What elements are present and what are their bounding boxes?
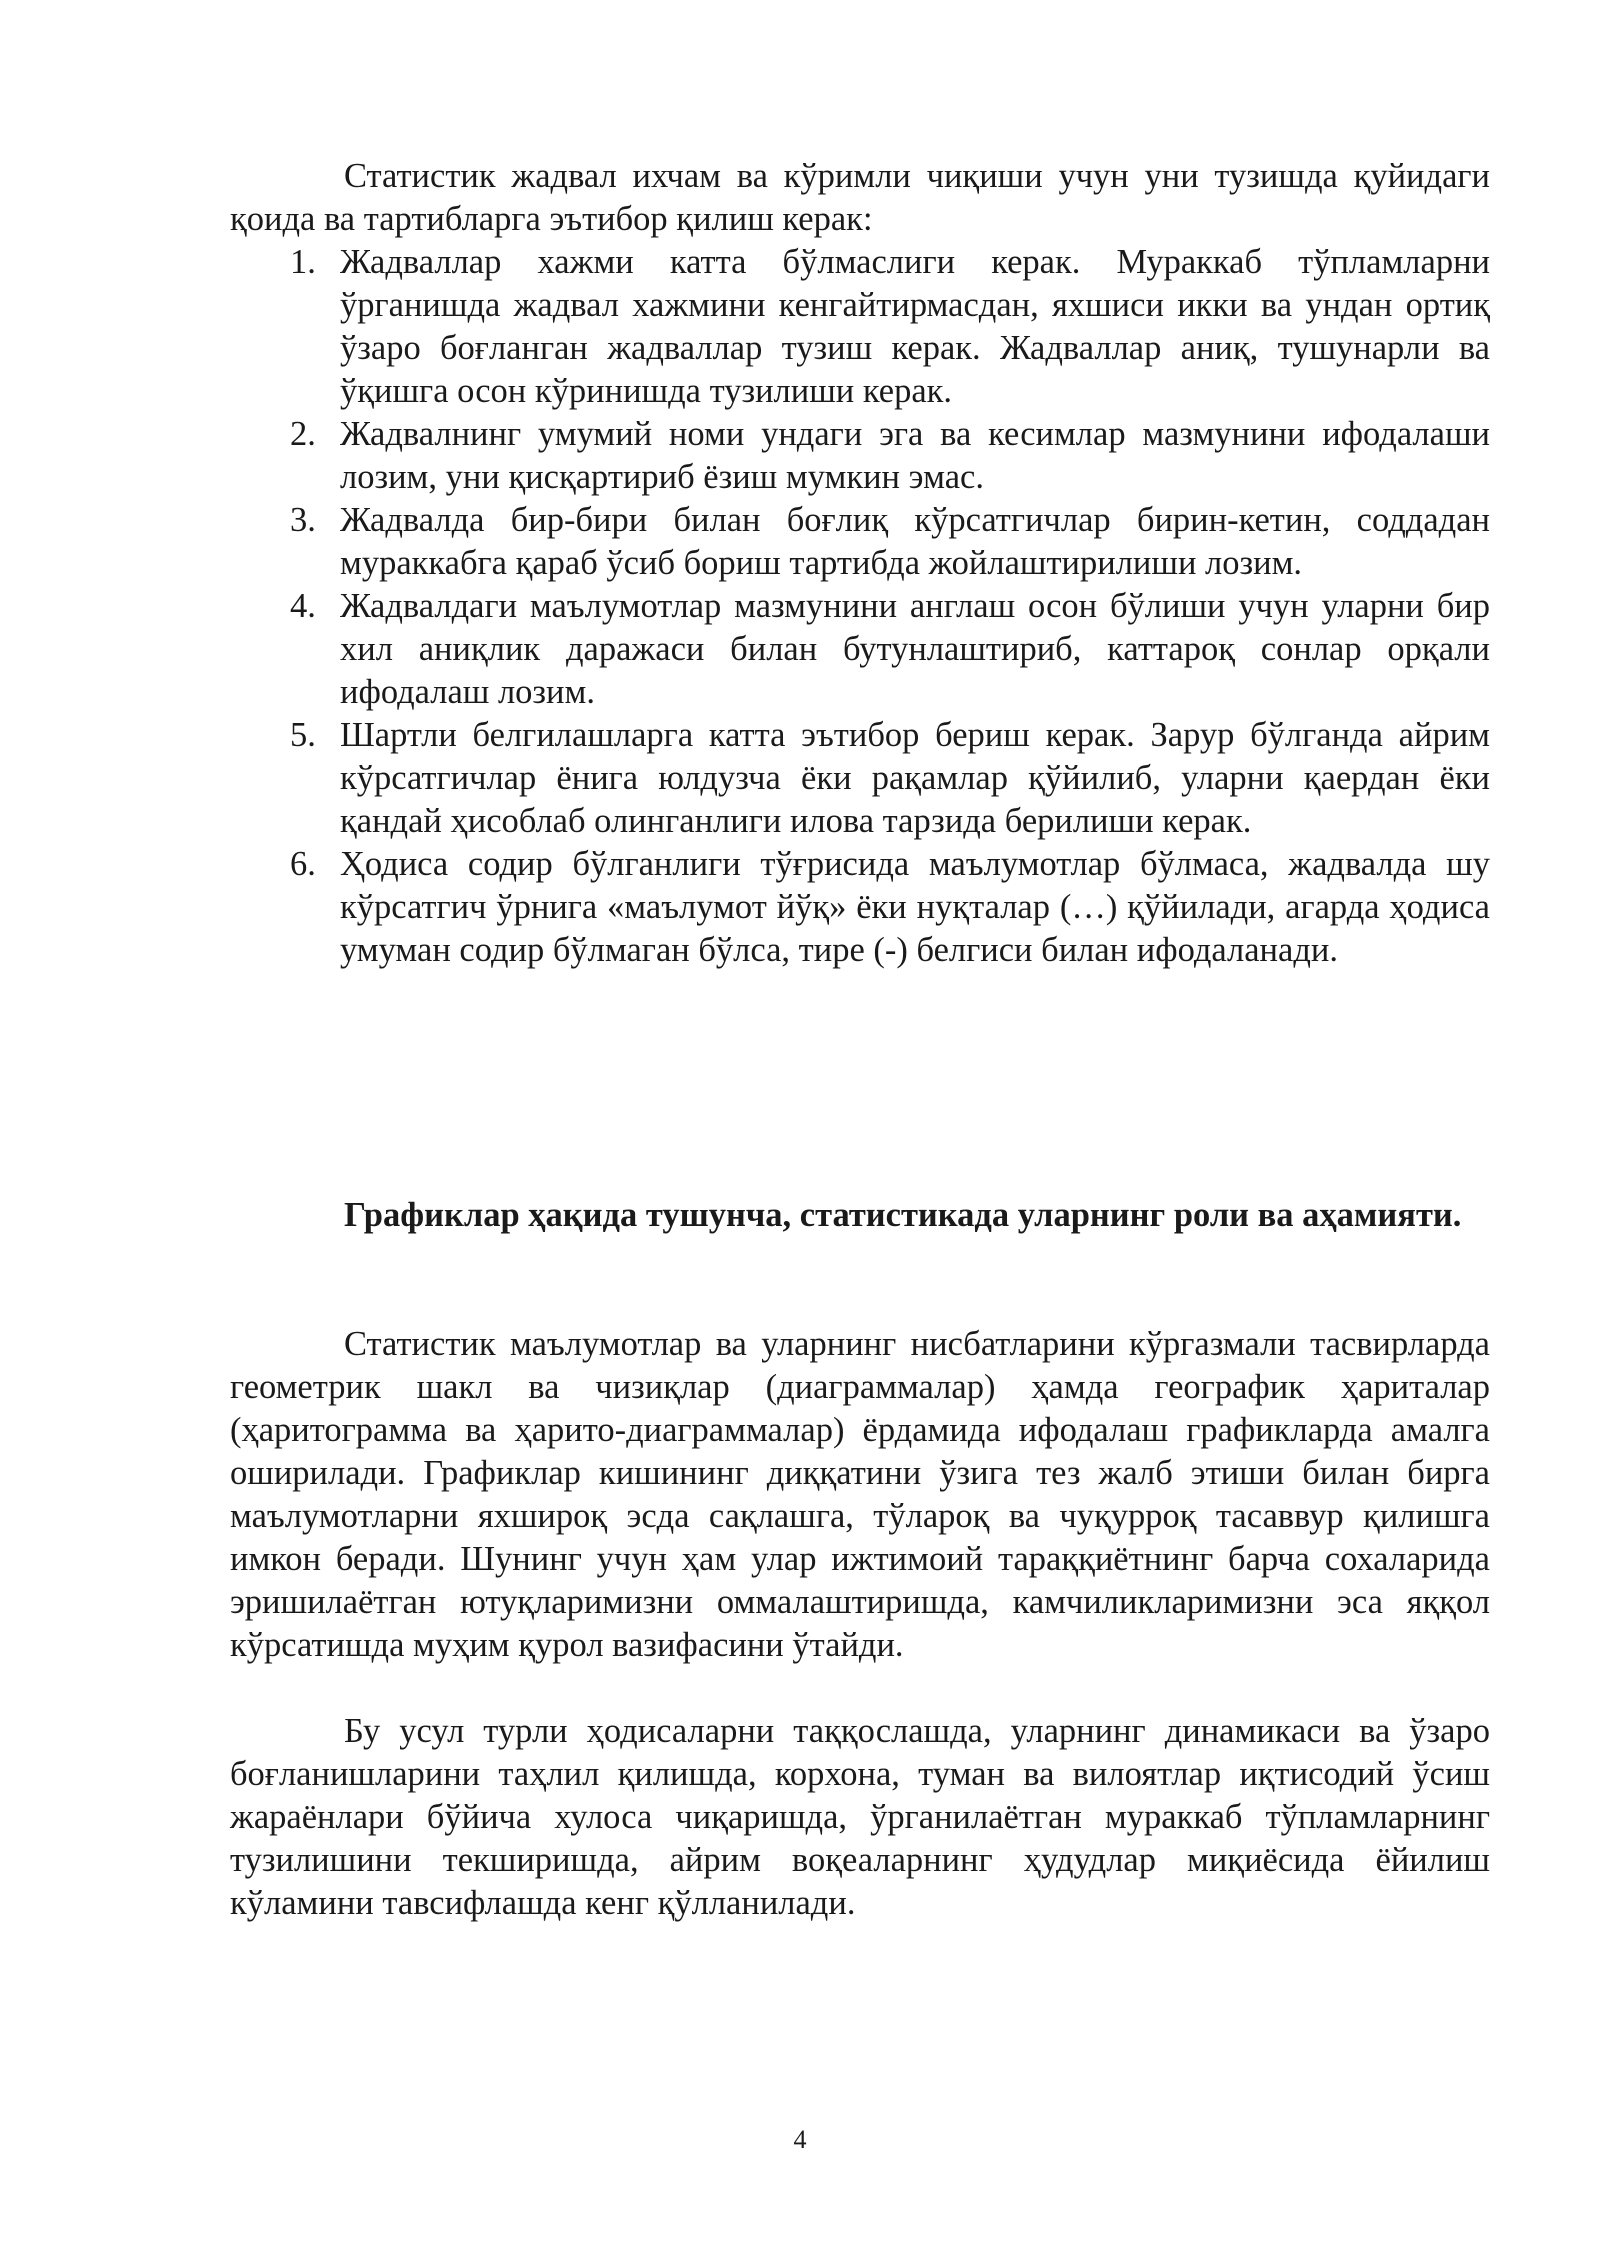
list-item-number: 1. (290, 243, 316, 281)
list-item-number: 2. (290, 415, 316, 453)
list-item-number: 6. (290, 845, 316, 883)
page-number: 4 (793, 2125, 807, 2154)
graphics-paragraph: Статистик маълумотлар ва уларнинг нисбатларини кўргазмали тасвирларда геометрик шакл ва чизиқлар (диаграммалар) ҳамда географик ҳариталар (ҳаритограмма ва ҳарито-диаграммалар) ёрдамида ифодалаш графикларда амалга оширилади. Графиклар кишининг диққатини ўзига тез жалб этиши билан бирга маълумотларни яхшироқ эсда сақлашга, тўлароқ ва чуқурроқ тасаввур қилишга имкон беради. Шунинг учун ҳам улар ижтимоий тараққиётнинг барча сохаларида эришилаётган ютуқларимизни оммалаштиришда, камчиликларимизни эса яққол кўрсатишда муҳим қурол вазифасини ўтайди. (230, 1325, 1490, 1664)
list-item (290, 413, 1490, 499)
list-item (290, 241, 1490, 413)
graphics-paragraph: Бу усул турли ҳодисаларни таққослашда, уларнинг динамикаси ва ўзаро боғланишларини таҳлил қилишда, корхона, туман ва вилоятлар иқтисодий ўсиш жараёнлари бўйича хулоса чиқаришда, ўрганилаётган мураккаб тўпламларнинг тузилишини текширишда, айрим воқеаларнинг ҳудудлар миқиёсида ёйилиш кўламини тавсифлашда кенг қўлланилади. (230, 1712, 1490, 1922)
list-item-text: Шартли белгилашларга катта эътибор бериш керак. Зарур бўлганда айрим кўрсатгичлар ёнига юлдузча ёки рақамлар қўйилиб, уларни қаердан ёки қандай ҳисоблаб олинганлиги илова тарзида берилиши керак. (340, 716, 1490, 840)
list-item (290, 843, 1490, 972)
list-item-number: 3. (290, 501, 316, 539)
list-item-text: Жадвалдаги маълумотлар мазмунини англаш осон бўлиши учун уларни бир хил аниқлик даражаси билан бутунлаштириб, каттароқ сонлар орқали ифодалаш лозим. (340, 587, 1490, 711)
section-heading: Графиклар ҳақида тушунча, статистикада уларнинг роли ва аҳамияти. (344, 1196, 1462, 1234)
list-item-text: Ҳодиса содир бўлганлиги тўғрисида маълумотлар бўлмаса, жадвалда шу кўрсатгич ўрнига «маълумот йўқ» ёки нуқталар (…) қўйилади, агарда ҳодиса умуман содир бўлмаган бўлса, тире (-) белгиси билан ифодаланади. (340, 845, 1490, 969)
list-item-text: Жадваллар хажми катта бўлмаслиги керак. Мураккаб тўпламларни ўрганишда жадвал хажмини кенгайтирмасдан, яхшиси икки ва ундан ортиқ ўзаро боғланган жадваллар тузиш керак. Жадваллар аниқ, тушунарли ва ўқишга осон кўринишда тузилиши керак. (340, 243, 1490, 410)
list-item-text: Жадвалнинг умумий номи ундаги эга ва кесимлар мазмунини ифодалаши лозим, уни қисқартириб ёзиш мумкин эмас. (340, 415, 1490, 496)
list-item-text: Жадвалда бир-бири билан боғлиқ кўрсатгичлар бирин-кетин, соддадан мураккабга қараб ўсиб бориш тартибда жойлаштирилиши лозим. (340, 501, 1490, 582)
list-item-number: 4. (290, 587, 316, 625)
list-item (290, 499, 1490, 585)
list-item (290, 714, 1490, 843)
intro-paragraph: Статистик жадвал ихчам ва кўримли чиқиши учун уни тузишда қуйидаги қоида ва тартибларга эътибор қилиш керак: (230, 157, 1490, 238)
list-item-number: 5. (290, 716, 316, 754)
rules-list (290, 241, 1490, 972)
list-item (290, 585, 1490, 714)
